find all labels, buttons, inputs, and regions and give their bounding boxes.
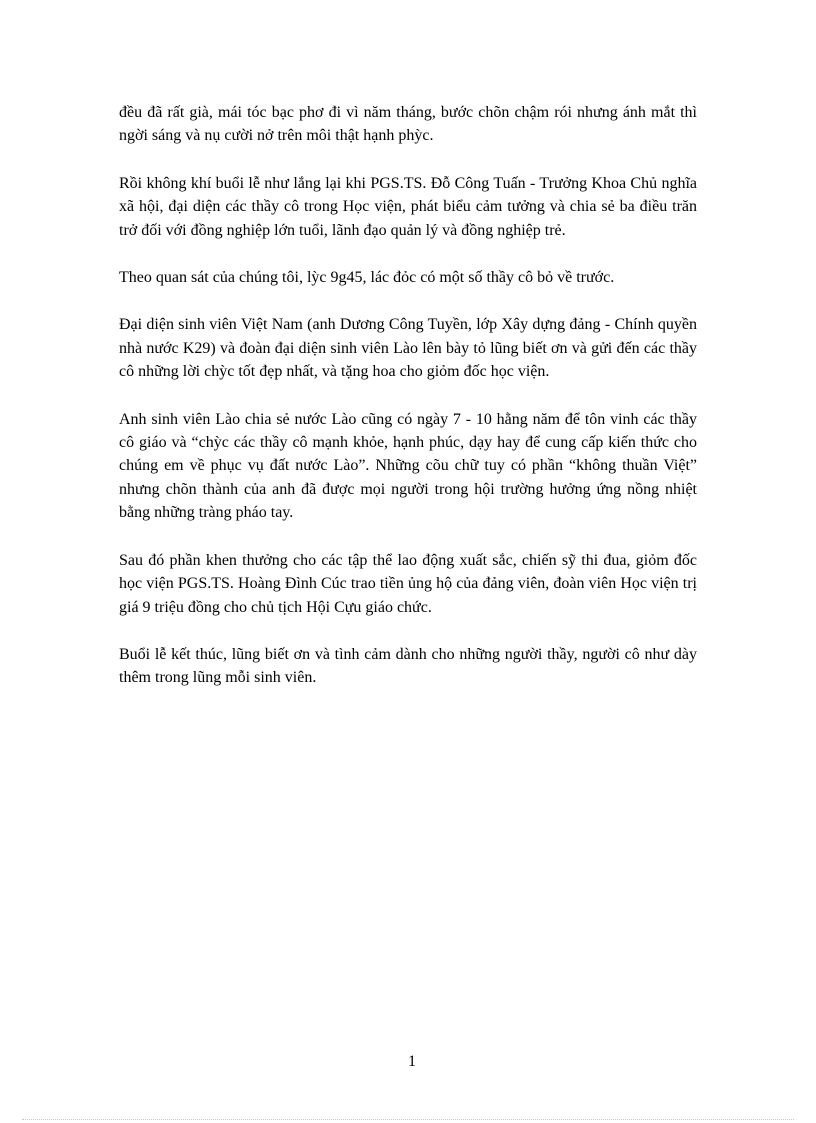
paragraph-2: Rồi không khí buổi lễ như lắng lại khi PGS.TS. Đỗ Công Tuấn - Trưởng Khoa Chủ nghĩa xã hội, đại diện các thầy cô trong Học viện, phát biểu cảm tưởng và chia sẻ ba điều trăn trở đối với đồng nghiệp lớn tuổi, lãnh đạo quản lý và đồng nghiệp trẻ. (119, 174, 697, 239)
body-text (119, 101, 697, 714)
paragraph-5: Anh sinh viên Lào chia sẻ nước Lào cũng có ngày 7 - 10 hằng năm để tôn vinh các thầy cô giáo và “chỳc các thầy cô mạnh khỏe, hạnh phúc, dạy hay để cung cấp kiến thức cho chúng em về phục vụ đất nước Lào”. Những cõu chữ tuy có phần “không thuần Việt” nhưng chõn thành của anh đã được mọi người trong hội trường hưởng ứng nồng nhiệt bằng những tràng pháo tay. (119, 410, 697, 522)
paragraph-7: Buổi lễ kết thúc, lũng biết ơn và tình cảm dành cho những người thầy, người cô như dày thêm trong lũng mỗi sinh viên. (119, 645, 697, 687)
page-number: 1 (408, 1053, 416, 1070)
paragraph-4: Đại diện sinh viên Việt Nam (anh Dương Công Tuyền, lớp Xây dựng đảng - Chính quyền nhà nước K29) và đoàn đại diện sinh viên Lào lên bày tỏ lũng biết ơn và gửi đến các thầy cô những lời chỳc tốt đẹp nhất, và tặng hoa cho giỏm đốc học viện. (119, 316, 697, 381)
paragraph-3: Theo quan sát của chúng tôi, lỳc 9g45, lác đỏc có một số thầy cô bỏ về trước. (119, 269, 615, 287)
paragraph-6: Sau đó phần khen thưởng cho các tập thể lao động xuất sắc, chiến sỹ thi đua, giỏm đốc học viện PGS.TS. Hoàng Đình Cúc trao tiền ủng hộ của đảng viên, đoàn viên Học viện trị giá 9 triệu đồng cho chủ tịch Hội Cựu giáo chức. (119, 551, 697, 616)
page-bottom-divider (22, 1119, 794, 1120)
paragraph-1: đều đã rất già, mái tóc bạc phơ đi vì năm tháng, bước chõn chậm rói nhưng ánh mắt thì ngời sáng và nụ cười nở trên môi thật hạnh phỳc. (119, 104, 697, 145)
